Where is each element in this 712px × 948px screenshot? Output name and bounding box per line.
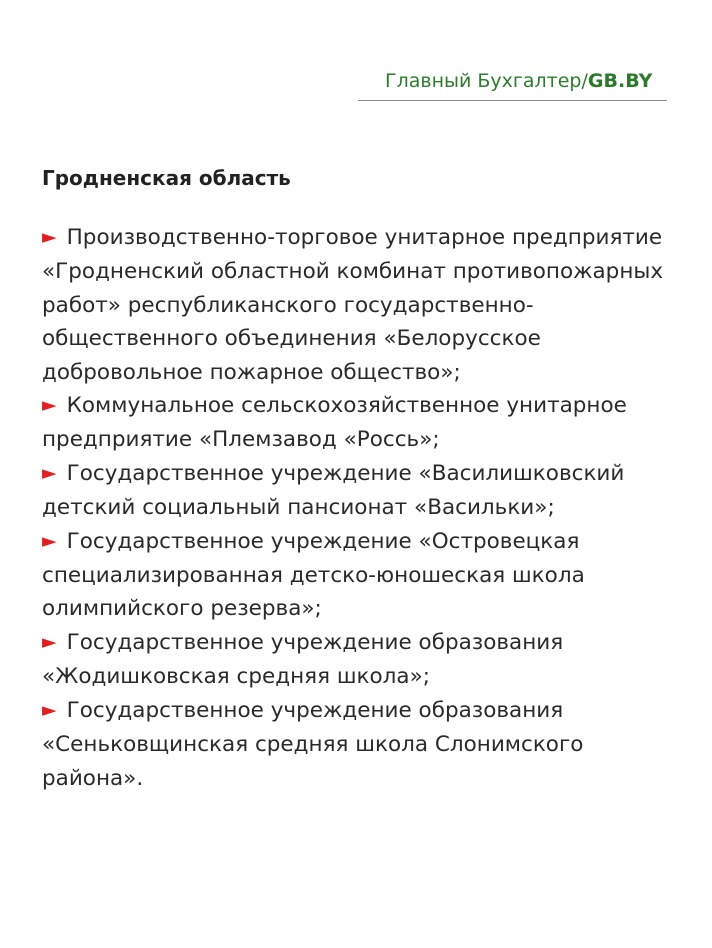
organization-entry [42,389,702,457]
entry-line [42,423,702,456]
organization-entry [42,694,702,795]
entry-text: Производственно-торговое унитарное предприятие [66,225,663,250]
entry-text: олимпийского резерва»; [42,596,322,622]
entry-text: района». [42,765,144,791]
red-triangle-bullet-icon: ► [42,529,57,552]
entry-line [42,221,702,255]
entry-line [42,289,702,322]
red-triangle-bullet-icon: ► [42,394,57,417]
entry-line [42,525,702,559]
entry-line [42,356,702,389]
entry-line [42,592,702,625]
region-title: Гродненская область [42,166,291,190]
organization-entry [42,626,702,694]
entry-text: Государственное учреждение «Островецкая [66,528,580,554]
entry-line [42,389,702,423]
brand-name: Главный Бухгалтер/ [385,70,588,92]
brand-domain: GB.BY [587,70,653,92]
red-triangle-bullet-icon: ► [42,226,57,248]
organization-entry [42,457,702,525]
red-triangle-bullet-icon: ► [42,630,57,653]
entry-line [42,694,702,728]
entry-line [42,255,702,288]
entry-line [42,762,702,795]
entry-text: Государственное учреждение «Василишковский [66,460,625,486]
organization-list [42,221,702,795]
entry-text: специализированная детско-юношеская школа [42,563,585,589]
entry-line [42,626,702,660]
entry-text: Государственное учреждение образования [66,629,564,655]
entry-line [42,491,702,524]
entry-text: «Сеньковщинская средняя школа Слонимского [42,732,584,758]
header-divider [358,100,667,101]
entry-text: «Гродненский областной комбинат противопожарных [42,259,664,285]
entry-line [42,457,702,491]
entry-text: предприятие «Племзавод «Россь»; [42,427,440,453]
entry-line [42,322,702,355]
entry-line [42,559,702,592]
red-triangle-bullet-icon: ► [42,461,57,484]
entry-text: общественного объединения «Белорусское [42,326,541,352]
entry-text: детский социальный пансионат «Васильки»; [42,495,555,521]
entry-text: добровольное пожарное общество»; [42,359,461,385]
organization-entry [42,221,702,389]
entry-line [42,728,702,761]
entry-text: «Жодишковская средняя школа»; [42,664,430,690]
entry-text: Государственное учреждение образования [66,697,564,723]
entry-text: работ» республиканского государственно- [42,292,534,318]
red-triangle-bullet-icon: ► [42,698,57,721]
entry-text: Коммунальное сельскохозяйственное унитарное [66,393,627,419]
entry-line [42,660,702,693]
organization-entry [42,525,702,626]
brand-logo [385,70,669,92]
